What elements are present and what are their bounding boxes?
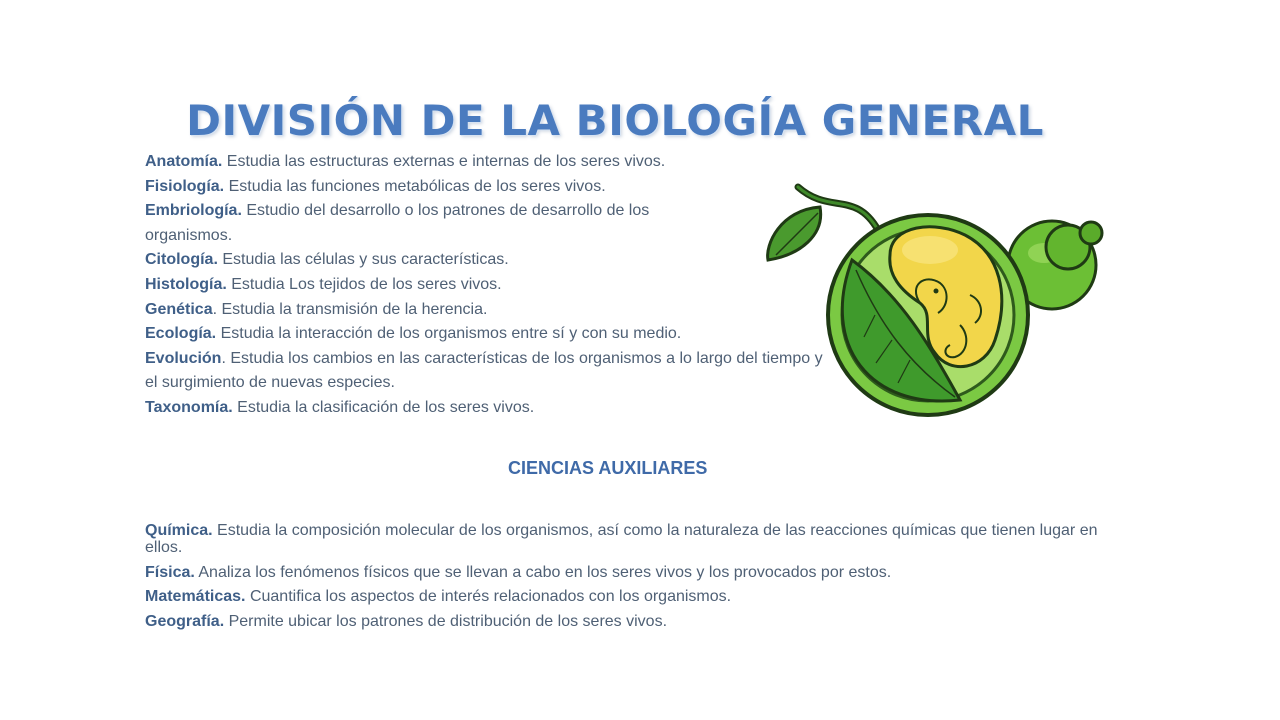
divisions-list <box>145 150 825 421</box>
division-item-citologia <box>145 248 825 273</box>
division-desc: Estudia las funciones metabólicas de los seres vivos. <box>224 177 606 195</box>
auxiliary-desc: Estudia la composición molecular de los organismos, así como la naturaleza de las reacciones químicas que tienen lugar en ellos. <box>145 522 1098 556</box>
auxiliary-item-matematicas <box>145 588 1125 605</box>
division-desc: Estudia la clasificación de los seres vivos. <box>232 398 535 416</box>
division-desc: . Estudia la transmisión de la herencia. <box>212 300 488 318</box>
division-item-fisiologia <box>145 175 825 200</box>
division-term: Anatomía. <box>145 153 223 170</box>
division-desc: . Estudia los cambios en las características de los organismos a lo largo del tiempo y el surgimiento de nuevas especies. <box>145 349 823 392</box>
embryo-in-seed-icon <box>760 175 1110 425</box>
division-item-histologia <box>145 273 825 298</box>
auxiliary-term: Matemáticas. <box>145 588 246 605</box>
division-item-evolucion <box>145 347 825 396</box>
auxiliary-desc: Permite ubicar los patrones de distribución de los seres vivos. <box>224 612 668 630</box>
auxiliary-list <box>145 522 1125 637</box>
division-item-genetica <box>145 298 825 323</box>
auxiliary-term: Geografía. <box>145 612 225 630</box>
auxiliary-item-fisica <box>145 564 1125 581</box>
auxiliary-title: CIENCIAS AUXILIARES <box>508 458 708 478</box>
division-term: Embriología. <box>145 202 242 220</box>
division-term: Ecología. <box>145 325 217 343</box>
page-title: DIVISIÓN DE LA BIOLOGÍA GENERAL <box>186 96 1044 146</box>
division-item-anatomia <box>145 150 825 175</box>
auxiliary-desc: Cuantifica los aspectos de interés relacionados con los organismos. <box>245 588 732 605</box>
division-desc: Estudia las estructuras externas e internas de los seres vivos. <box>222 153 666 170</box>
auxiliary-desc: Analiza los fenómenos físicos que se llevan a cabo en los seres vivos y los provocados por estos. <box>194 563 892 581</box>
division-item-taxonomia <box>145 396 825 421</box>
division-term: Taxonomía. <box>145 398 233 416</box>
auxiliary-term: Química. <box>145 522 213 539</box>
division-desc: Estudio del desarrollo o los patrones de desarrollo de los organismos. <box>145 202 650 244</box>
division-term: Fisiología. <box>145 177 225 195</box>
division-item-ecologia <box>145 322 825 347</box>
division-item-embriologia <box>145 199 735 248</box>
division-desc: Estudia las células y sus características. <box>217 251 509 269</box>
division-desc: Estudia la interacción de los organismos entre sí y con su medio. <box>216 325 682 343</box>
auxiliary-item-geografia <box>145 613 1125 630</box>
auxiliary-item-quimica <box>145 522 1125 556</box>
division-term: Evolución <box>145 349 222 367</box>
division-desc: Estudia Los tejidos de los seres vivos. <box>226 275 502 293</box>
auxiliary-term: Física. <box>145 563 195 581</box>
division-term: Genética <box>145 300 213 318</box>
division-term: Citología. <box>145 251 218 269</box>
division-term: Histología. <box>145 275 227 293</box>
